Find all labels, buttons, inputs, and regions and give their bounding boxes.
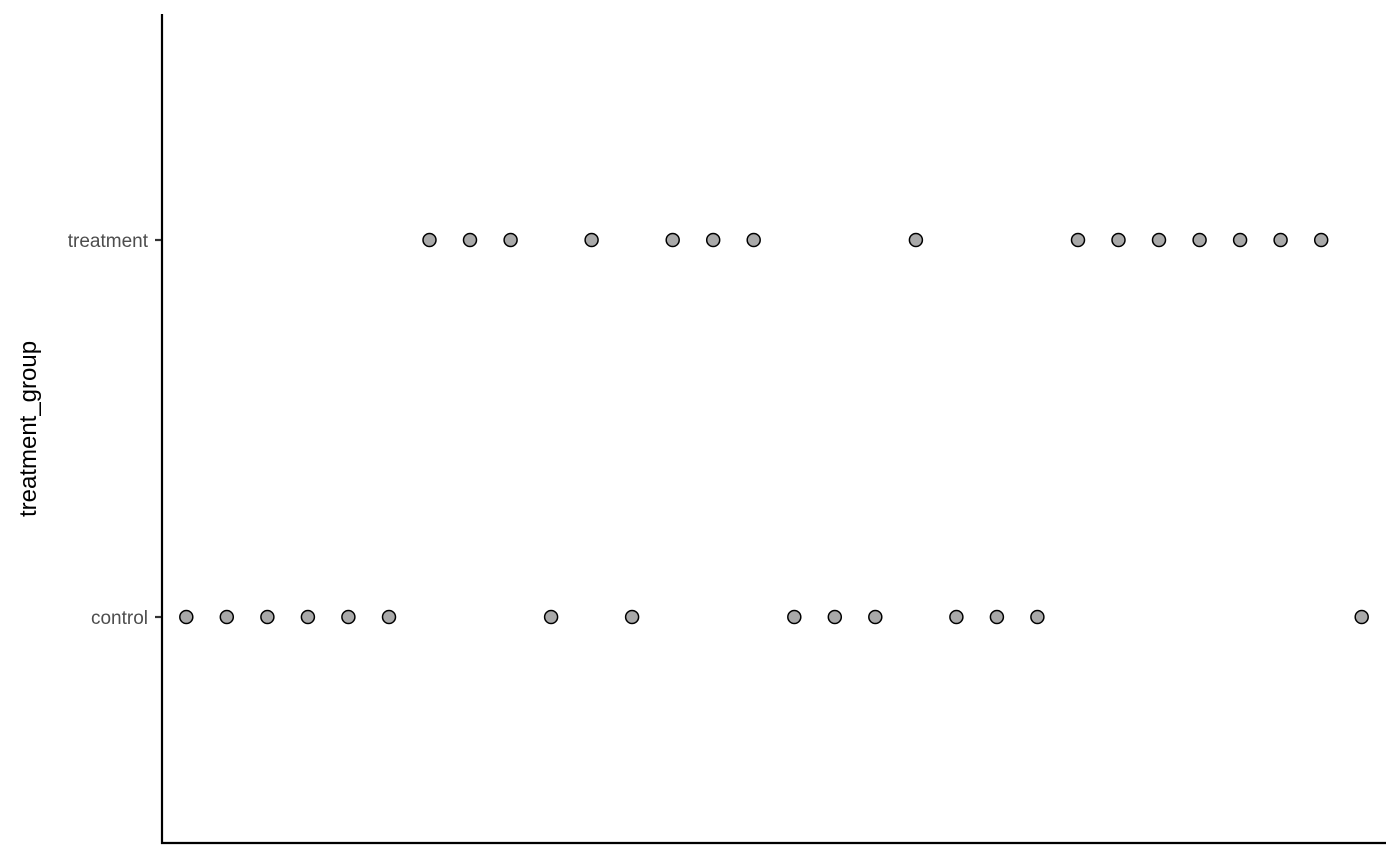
data-point-treatment-23 [1072, 234, 1085, 247]
data-point-control-3 [261, 611, 274, 624]
data-point-control-21 [990, 611, 1003, 624]
data-point-treatment-15 [747, 234, 760, 247]
data-point-treatment-8 [464, 234, 477, 247]
data-points [180, 234, 1368, 624]
data-point-control-6 [383, 611, 396, 624]
y-tick-label-control: control [90, 608, 148, 629]
data-point-treatment-7 [423, 234, 436, 247]
data-point-treatment-14 [707, 234, 720, 247]
data-point-control-12 [626, 611, 639, 624]
data-point-control-4 [301, 611, 314, 624]
data-point-treatment-24 [1112, 234, 1125, 247]
data-point-treatment-25 [1153, 234, 1166, 247]
data-point-treatment-27 [1234, 234, 1247, 247]
plot-area [68, 14, 1386, 844]
data-point-treatment-26 [1193, 234, 1206, 247]
data-point-control-16 [788, 611, 801, 624]
data-point-treatment-9 [504, 234, 517, 247]
data-point-control-1 [180, 611, 193, 624]
data-point-treatment-29 [1315, 234, 1328, 247]
data-point-control-5 [342, 611, 355, 624]
data-point-treatment-13 [666, 234, 679, 247]
data-point-control-17 [828, 611, 841, 624]
y-axis-title: treatment_group [15, 340, 42, 518]
data-point-treatment-19 [909, 234, 922, 247]
data-point-control-20 [950, 611, 963, 624]
data-point-control-30 [1355, 611, 1368, 624]
data-point-control-2 [220, 611, 233, 624]
y-axis-ticks [68, 231, 161, 629]
data-point-control-18 [869, 611, 882, 624]
data-point-control-10 [545, 611, 558, 624]
data-point-control-22 [1031, 611, 1044, 624]
y-tick-label-treatment: treatment [67, 231, 148, 252]
data-point-treatment-28 [1274, 234, 1287, 247]
data-point-treatment-11 [585, 234, 598, 247]
